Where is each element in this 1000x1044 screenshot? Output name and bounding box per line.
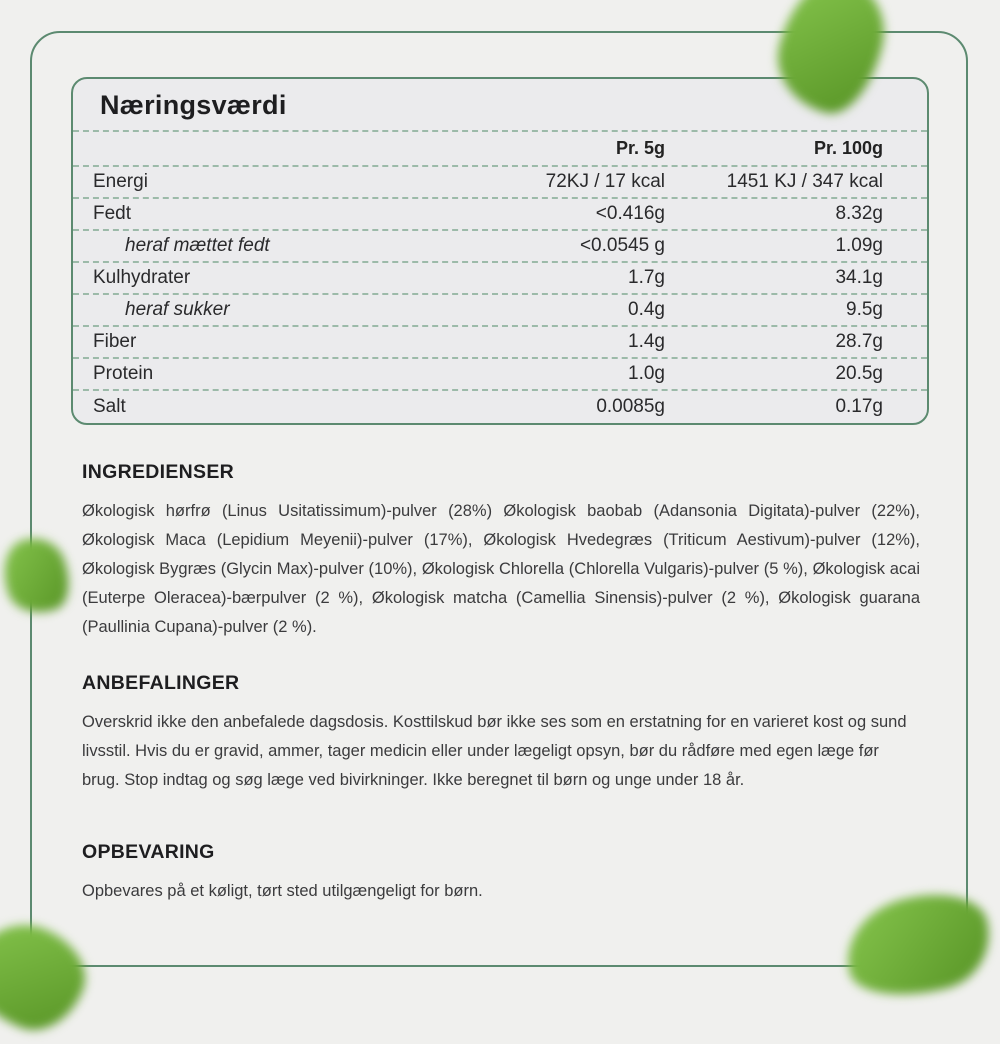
section-body: Opbevares på et køligt, tørt sted utilgængeligt for børn. [82, 882, 483, 900]
nutrient-label: Salt [93, 396, 126, 417]
value-per-5g: 72KJ / 17 kcal [545, 171, 665, 192]
value-per-5g: 0.4g [628, 299, 665, 320]
nutrient-sublabel: heraf mættet fedt [125, 235, 270, 256]
value-per-5g: <0.416g [595, 203, 665, 224]
nutrition-table-header-row [73, 132, 927, 167]
table-row-energi [73, 167, 927, 199]
value-per-100g: 34.1g [835, 267, 883, 288]
value-per-100g: 28.7g [835, 331, 883, 352]
value-per-100g: 20.5g [835, 363, 883, 384]
column-header-per-5g: Pr. 5g [615, 138, 665, 158]
value-per-5g: 1.7g [628, 267, 665, 288]
table-row-fiber [73, 327, 927, 359]
value-per-5g: 1.0g [628, 363, 665, 384]
nutrient-label: Fiber [93, 331, 137, 352]
section-ingredients [82, 461, 920, 642]
value-per-5g: 0.0085g [596, 396, 665, 417]
section-heading: ANBEFALINGER [82, 672, 240, 694]
value-per-100g: 8.32g [835, 203, 883, 224]
value-per-100g: 9.5g [846, 299, 883, 320]
nutrition-table [71, 77, 929, 425]
value-per-100g: 1.09g [835, 235, 883, 256]
table-row-sukker [73, 295, 927, 327]
section-recommendations [82, 672, 920, 795]
nutrient-sublabel: heraf sukker [125, 299, 230, 320]
table-row-kulhydrater [73, 263, 927, 295]
nutrient-label: Kulhydrater [93, 267, 191, 288]
section-heading: INGREDIENSER [82, 461, 235, 483]
section-heading: OPBEVARING [82, 841, 215, 863]
section-storage [82, 841, 920, 906]
nutrient-label: Protein [93, 363, 154, 384]
value-per-100g: 0.17g [835, 396, 883, 417]
value-per-5g: 1.4g [628, 331, 665, 352]
value-per-5g: <0.0545 g [579, 235, 665, 256]
nutrition-table-title: Næringsværdi [73, 79, 927, 132]
table-row-fedt [73, 199, 927, 231]
table-row-protein [73, 359, 927, 391]
column-header-per-100g: Pr. 100g [813, 138, 883, 158]
section-body: Økologisk hørfrø (Linus Usitatissimum)-pulver (28%) Økologisk baobab (Adansonia Digitata)-pulver (22%), Økologisk Maca (Lepidium Meyenii)-pulver (17%), Økologisk Hvedegræs (Triticum Aestivum)-pulver (12%), Økologisk Bygræs (Glycin Max)-pulver (10%), Økologisk Chlorella (Chlorella Vulgaris)-pulver (5 %), Økologisk acai (Euterpe Oleracea)-bærpulver (2 %), Økologisk matcha (Camellia Sinensis)-pulver (2 %), Økologisk guarana (Paullinia Cupana)-pulver (2 %). [82, 502, 920, 636]
nutrient-label: Energi [93, 171, 148, 192]
value-per-100g: 1451 KJ / 347 kcal [726, 171, 883, 192]
nutrient-label: Fedt [93, 203, 132, 224]
table-row-maettet-fedt [73, 231, 927, 263]
section-body: Overskrid ikke den anbefalede dagsdosis. Kosttilskud bør ikke ses som en erstatning for en varieret kost og sund livsstil. Hvis du er gravid, ammer, tager medicin eller under lægeligt opsyn, bør du rådføre med egen læge før brug. Stop indtag og søg læge ved bivirkninger. Ikke beregnet til børn og unge under 18 år. [82, 713, 907, 789]
table-row-salt [73, 391, 927, 423]
